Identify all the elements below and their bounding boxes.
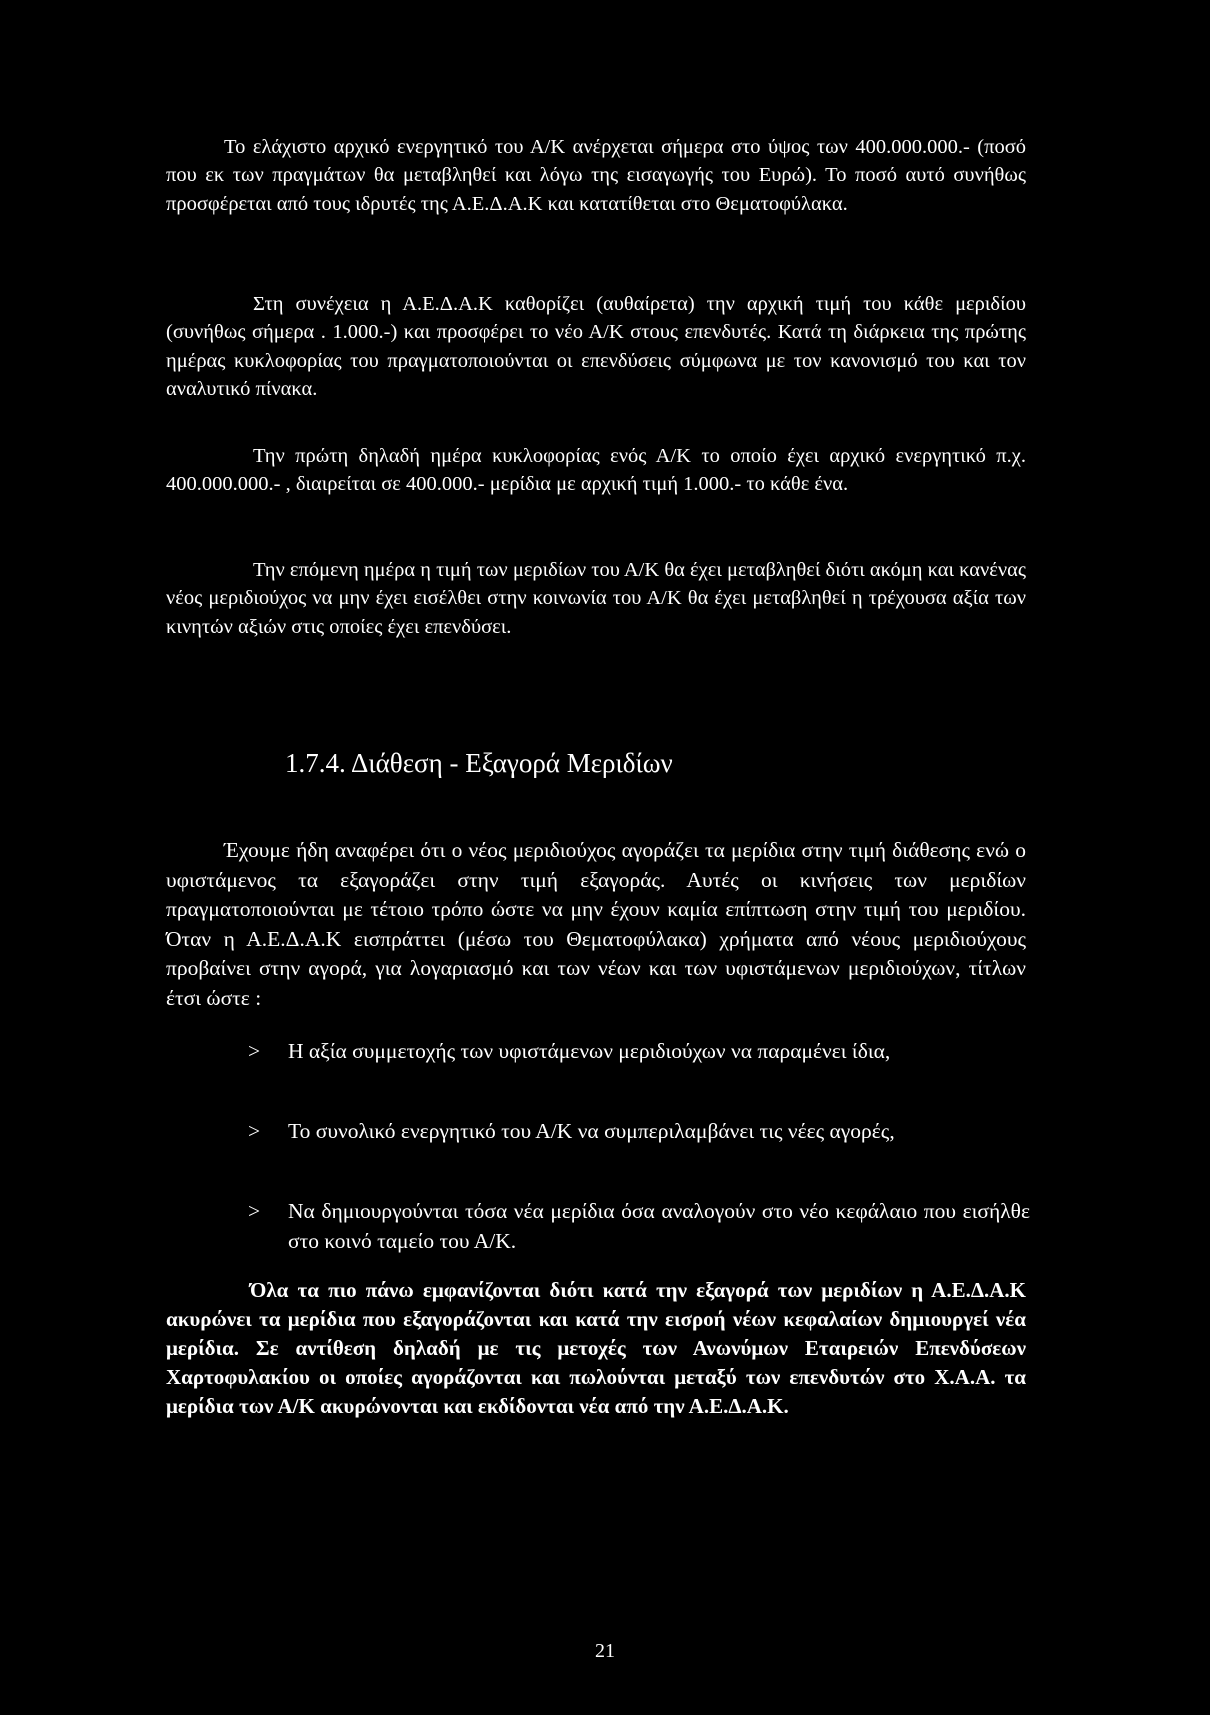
paragraph-first-day: Την πρώτη δηλαδή ημέρα κυκλοφορίας ενός Α/Κ το οποίο έχει αρχικό ενεργητικό π.χ. 400.000.000.- , διαιρείται σε 400.000.- μερίδια με αρχική τιμή 1.000.- το κάθε ένα. [166,445,1026,496]
page-number: 21 [595,1640,615,1662]
bullet-text: Να δημιουργούνται τόσα νέα μερίδια όσα αναλογούν στο νέο κεφάλαιο που εισήλθε στο κοινό ταμείο του Α/Κ. [288,1199,1030,1253]
bullet-item [248,1116,1030,1146]
section-heading: 1.7.4. Διάθεση - Εξαγορά Μεριδίων [285,748,673,778]
bullet-marker-icon: > [248,1039,261,1063]
paragraph-initial-price: Στη συνέχεια η Α.Ε.Δ.Α.Κ καθορίζει (αυθαίρετα) την αρχική τιμή του κάθε μεριδίου (συνήθως σήμερα . 1.000.-) και προσφέρει το νέο Α/Κ στους επενδυτές. Κατά τη διάρκεια της πρώτης ημέρας κυκλοφορίας του πραγματοποιούνται οι επενδύσεις σύμφωνα με τον κανονισμό του και τον αναλυτικό πίνακα. [166,293,1026,400]
bullet-text: Η αξία συμμετοχής των υφιστάμενων μεριδιούχων να παραμένει ίδια, [288,1039,891,1063]
bullet-text: Το συνολικό ενεργητικό του Α/Κ να συμπεριλαμβάνει τις νέες αγορές, [288,1119,895,1143]
paragraph-initial-assets: Το ελάχιστο αρχικό ενεργητικό του Α/Κ ανέρχεται σήμερα στο ύψος των 400.000.000.- (ποσό που εκ των πραγμάτων θα μεταβληθεί και λόγω της εισαγωγής του Ευρώ). Το ποσό αυτό συνήθως προσφέρεται από τους ιδρυτές της Α.Ε.Δ.Α.Κ και κατατίθεται στο Θεματοφύλακα. [166,136,1026,215]
bullet-marker-icon: > [248,1199,261,1223]
paragraph-next-day: Την επόμενη ημέρα η τιμή των μεριδίων του Α/Κ θα έχει μεταβληθεί διότι ακόμη και κανένας νέος μεριδιούχος να μην έχει εισέλθει στην κοινωνία του Α/Κ θα έχει μεταβληθεί η τρέχουσα αξία των κινητών αξιών στις οποίες έχει επενδύσει. [166,559,1026,638]
bullet-item [248,1036,1030,1066]
bullet-marker-icon: > [248,1119,261,1143]
bold-summary-paragraph: Όλα τα πιο πάνω εμφανίζονται διότι κατά την εξαγορά των μεριδίων η Α.Ε.Δ.Α.Κ ακυρώνει τα μερίδια που εξαγοράζονται και κατά την εισροή νέων κεφαλαίων δημιουργεί νέα μερίδια. Σε αντίθεση δηλαδή με τις μετοχές των Ανωνύμων Εταιρειών Επενδύσεων Χαρτοφυλακίου οι οποίες αγοράζονται και πωλούνται μεταξύ των επενδυτών στο Χ.Α.Α. τα μερίδια των Α/Κ ακυρώνονται και εκδίδονται νέα από την Α.Ε.Δ.Α.Κ. [166,1278,1026,1418]
bullet-item [248,1196,1030,1256]
paragraph-distribution-redemption: Έχουμε ήδη αναφέρει ότι ο νέος μεριδιούχος αγοράζει τα μερίδια στην τιμή διάθεσης ενώ ο υφιστάμενος τα εξαγοράζει στην τιμή εξαγοράς. Αυτές οι κινήσεις των μεριδίων πραγματοποιούνται με τέτοιο τρόπο ώστε να μην έχουν καμία επίπτωση στην τιμή του μεριδίου. Όταν η Α.Ε.Δ.Α.Κ εισπράττει (μέσω του Θεματοφύλακα) χρήματα από νέους μεριδιούχους προβαίνει στην αγορά, για λογαριασμό και των νέων και των υφιστάμενων μεριδιούχων, τίτλων έτσι ώστε : [166,838,1026,1010]
